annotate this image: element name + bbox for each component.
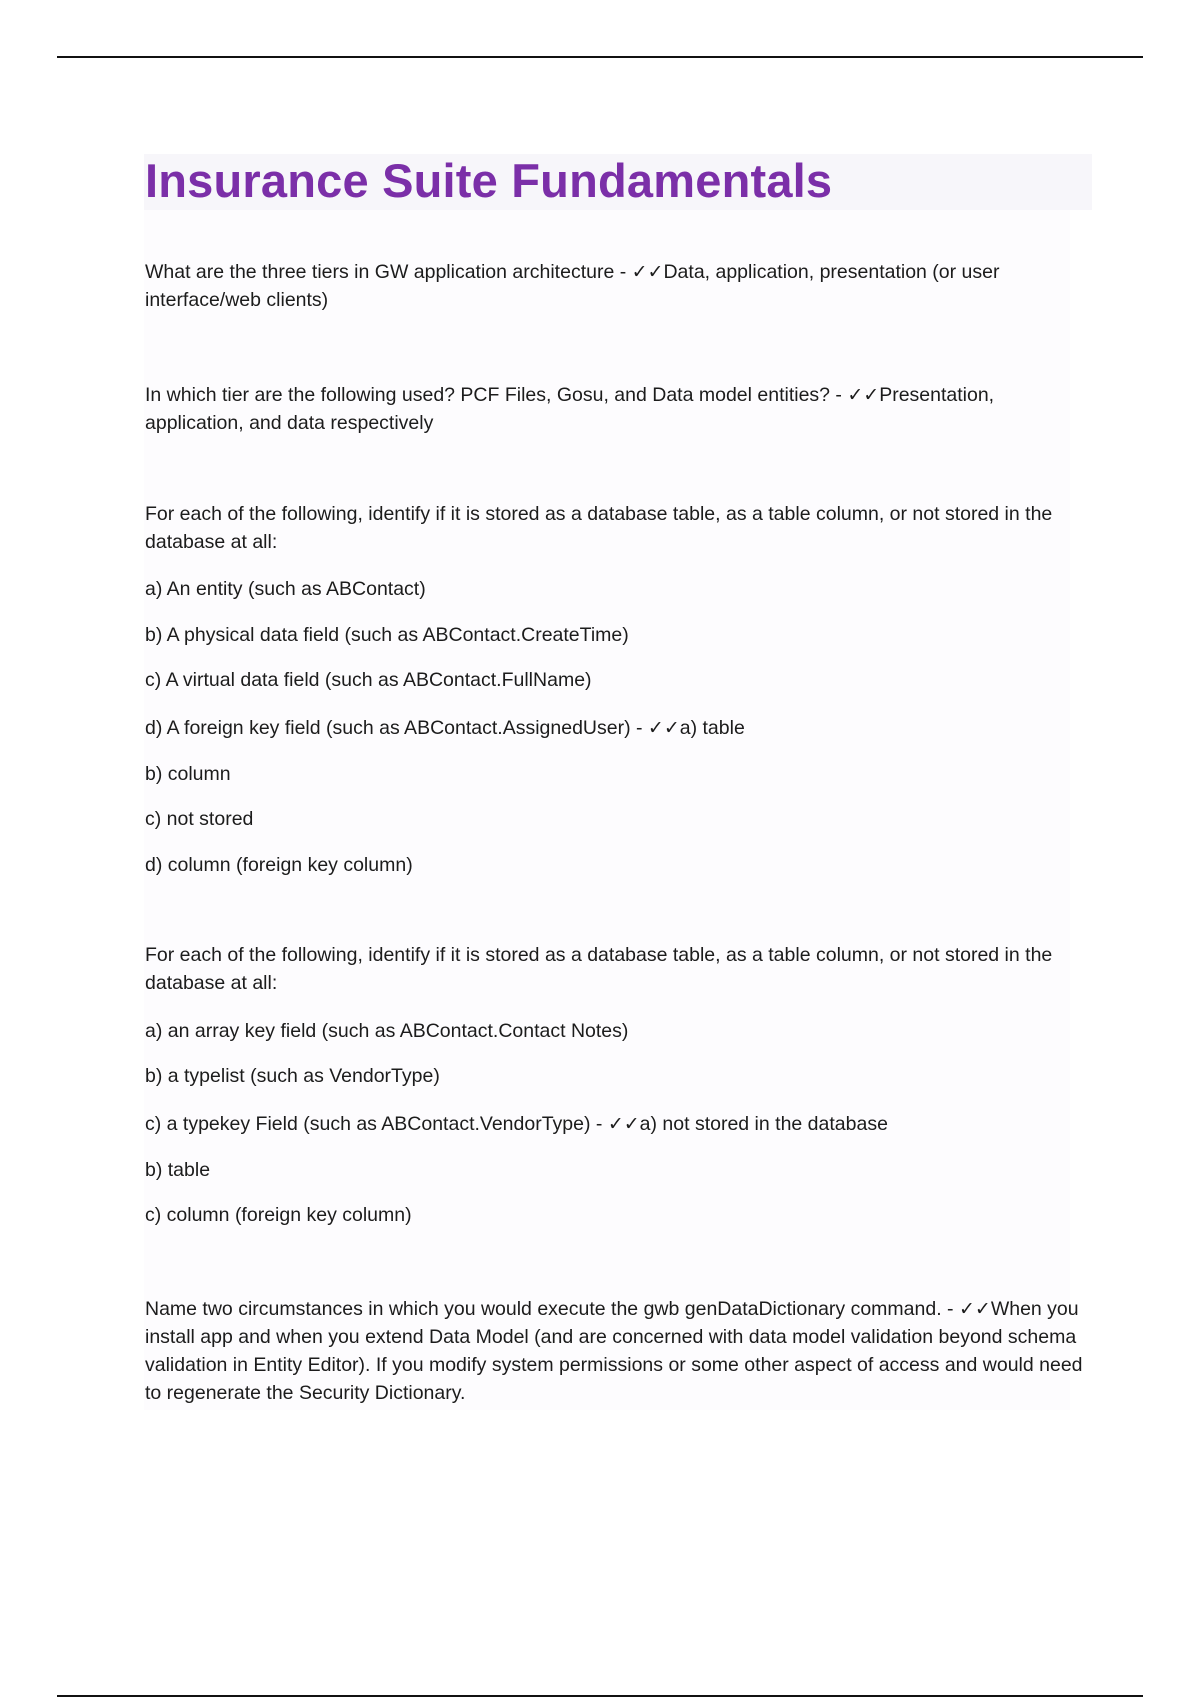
double-check-icon: ✓✓	[631, 261, 664, 283]
list-item-with-answer	[145, 714, 745, 742]
question-text: d) A foreign key field (such as ABContact.AssignedUser) -	[145, 717, 648, 739]
answer-text: Presentation, application, and data respectively	[145, 384, 995, 434]
list-item: a) an array key field (such as ABContact.Contact Notes)	[145, 1020, 629, 1042]
answer-line: b) table	[145, 1159, 211, 1181]
document-title: Insurance Suite Fundamentals	[145, 154, 833, 207]
top-rule	[57, 56, 1143, 58]
double-check-icon: ✓✓	[958, 1298, 991, 1320]
answer-text: Data, application, presentation (or user interface/web clients)	[145, 261, 1000, 311]
answer-line: c) column (foreign key column)	[145, 1204, 412, 1226]
qa-item-5	[145, 1295, 1093, 1407]
qa-item-4-intro	[145, 941, 1093, 997]
answer-text: When you install app and when you extend Data Model (and are concerned with data model validation beyond schema validation in Entity Editor). If you modify system permissions or some other aspect of access and would need to regenerate the Security Dictionary.	[145, 1298, 1083, 1404]
question-text: For each of the following, identify if it is stored as a database table, as a table column, or not stored in the database at all:	[145, 503, 1053, 553]
double-check-icon: ✓✓	[847, 384, 880, 406]
question-text: In which tier are the following used? PCF Files, Gosu, and Data model entities? -	[145, 384, 848, 406]
answer-line: d) column (foreign key column)	[145, 854, 413, 876]
question-text: c) a typekey Field (such as ABContact.VendorType) -	[145, 1113, 608, 1135]
qa-item-1	[145, 258, 1093, 314]
qa-text	[145, 1295, 1093, 1407]
qa-text	[145, 381, 1093, 437]
answer-line: b) column	[145, 763, 231, 785]
question-text: What are the three tiers in GW application architecture -	[145, 261, 632, 283]
qa-item-2	[145, 381, 1093, 437]
list-item-with-answer	[145, 1110, 888, 1138]
qa-text	[145, 258, 1093, 314]
qa-item-3-intro	[145, 500, 1093, 556]
answer-line: c) not stored	[145, 808, 254, 830]
list-item: c) A virtual data field (such as ABContact.FullName)	[145, 669, 592, 691]
bottom-rule	[57, 1695, 1143, 1697]
double-check-icon: ✓✓	[607, 1113, 640, 1135]
list-item: a) An entity (such as ABContact)	[145, 578, 426, 600]
answer-text: a) table	[679, 717, 745, 739]
question-text: Name two circumstances in which you would execute the gwb genDataDictionary command. -	[145, 1298, 959, 1320]
double-check-icon: ✓✓	[647, 717, 680, 739]
list-item: b) a typelist (such as VendorType)	[145, 1065, 440, 1087]
question-text: For each of the following, identify if it is stored as a database table, as a table column, or not stored in the database at all:	[145, 944, 1053, 994]
answer-text: a) not stored in the database	[639, 1113, 888, 1135]
list-item: b) A physical data field (such as ABContact.CreateTime)	[145, 624, 629, 646]
